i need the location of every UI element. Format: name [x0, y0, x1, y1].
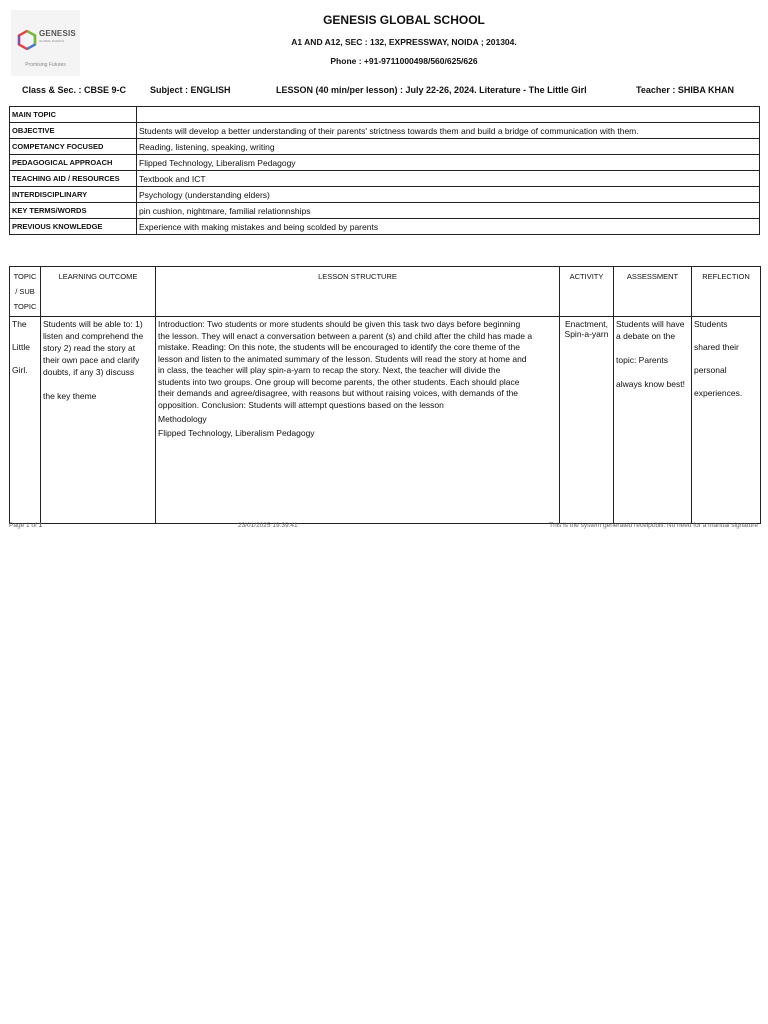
lesson-header-row — [10, 267, 761, 317]
info-row — [10, 171, 760, 187]
system-generated-note: This is the system generated receipt/bill. No need for a manual signature — [549, 522, 758, 529]
info-row — [10, 155, 760, 171]
info-label: PEDAGOGICAL APPROACH — [10, 155, 137, 171]
info-value — [137, 107, 760, 123]
info-label: OBJECTIVE — [10, 123, 137, 139]
info-label: MAIN TOPIC — [10, 107, 137, 123]
info-label: TEACHING AID / RESOURCES — [10, 171, 137, 187]
info-row — [10, 203, 760, 219]
page-number: Page 1 of 1 — [9, 522, 43, 529]
logo-tagline: Promising Futures — [25, 62, 66, 68]
teacher-name: Teacher : SHIBA KHAN — [636, 85, 735, 95]
activity-cell: Enactment, Spin-a-yarn — [560, 317, 614, 524]
assessment-cell: Students will have a debate on the topic: Parents always know best! — [614, 317, 692, 524]
info-value: Psychology (understanding elders) — [137, 187, 760, 203]
subject: Subject : ENGLISH — [150, 85, 231, 95]
header-assessment: ASSESSMENT — [614, 267, 692, 317]
info-label: KEY TERMS/WORDS — [10, 203, 137, 219]
info-label: PREVIOUS KNOWLEDGE — [10, 219, 137, 235]
header-lesson-structure: LESSON STRUCTURE — [156, 267, 560, 317]
lesson-structure-cell: Introduction: Two students or more students should be given this task two days before beginning the lesson. They will enact a conversation between a parent (s) and child after the child has made a mistake. Reading: On this note, the students will be encouraged to identify the core theme of the lesson and listen to the animated summary of the lesson. Students will read the story at home and in class, the teacher will play spin-a-yarn to recap the story. Next, the teacher will divide the students into two groups. One group will become parents, the other students. Each should place their demands and agree/disagree, with reasons but without raising voices, with demands of the opposition. Conclusion: Students will attempt questions based on the lesson Methodology Flipped Technology, Liberalism Pedagogy — [156, 317, 560, 524]
lesson-info-table — [9, 106, 760, 235]
lesson-plan-table — [9, 266, 761, 524]
info-row — [10, 187, 760, 203]
logo-brand-sub: GLOBAL SCHOOL — [39, 39, 65, 43]
info-value: Students will develop a better understanding of their parents' strictness towards them and build a bridge of communication with them. — [137, 123, 760, 139]
info-value: Reading, listening, speaking, writing — [137, 139, 760, 155]
lesson-row — [10, 317, 761, 524]
info-row — [10, 219, 760, 235]
info-label: INTERDISCIPLINARY — [10, 187, 137, 203]
topic-cell: The Little Girl. — [10, 317, 41, 524]
generated-timestamp: 23/01/2025 19:39:41 — [238, 522, 298, 529]
info-label: COMPETANCY FOCUSED — [10, 139, 137, 155]
learning-outcome-cell: Students will be able to: 1) listen and comprehend the story 2) read the story at their own pace and clarify doubts, if any 3) discuss the key theme — [41, 317, 156, 524]
class-section: Class & Sec. : CBSE 9-C — [22, 85, 127, 95]
info-value: Experience with making mistakes and being scolded by parents — [137, 219, 760, 235]
logo-brand: GENESIS — [39, 29, 76, 38]
header-reflection: REFLECTION — [692, 267, 761, 317]
header-learning-outcome: LEARNING OUTCOME — [41, 267, 156, 317]
lesson-info: LESSON (40 min/per lesson) : July 22-26, 2024. Literature - The Little Girl — [276, 85, 587, 95]
school-name: GENESIS GLOBAL SCHOOL — [323, 13, 485, 27]
school-address: A1 AND A12, SEC : 132, EXPRESSWAY, NOIDA ; 201304. — [291, 37, 517, 47]
header-topic: TOPIC / SUB TOPIC — [10, 267, 41, 317]
info-row — [10, 107, 760, 123]
info-row — [10, 139, 760, 155]
info-value: Textbook and ICT — [137, 171, 760, 187]
info-row — [10, 123, 760, 139]
school-phone: Phone : +91-9711000498/560/625/626 — [330, 56, 478, 66]
header-activity: ACTIVITY — [560, 267, 614, 317]
reflection-cell: Students shared their personal experiences. — [692, 317, 761, 524]
info-value: pin cushion, nightmare, familial relationnships — [137, 203, 760, 219]
info-value: Flipped Technology, Liberalism Pedagogy — [137, 155, 760, 171]
